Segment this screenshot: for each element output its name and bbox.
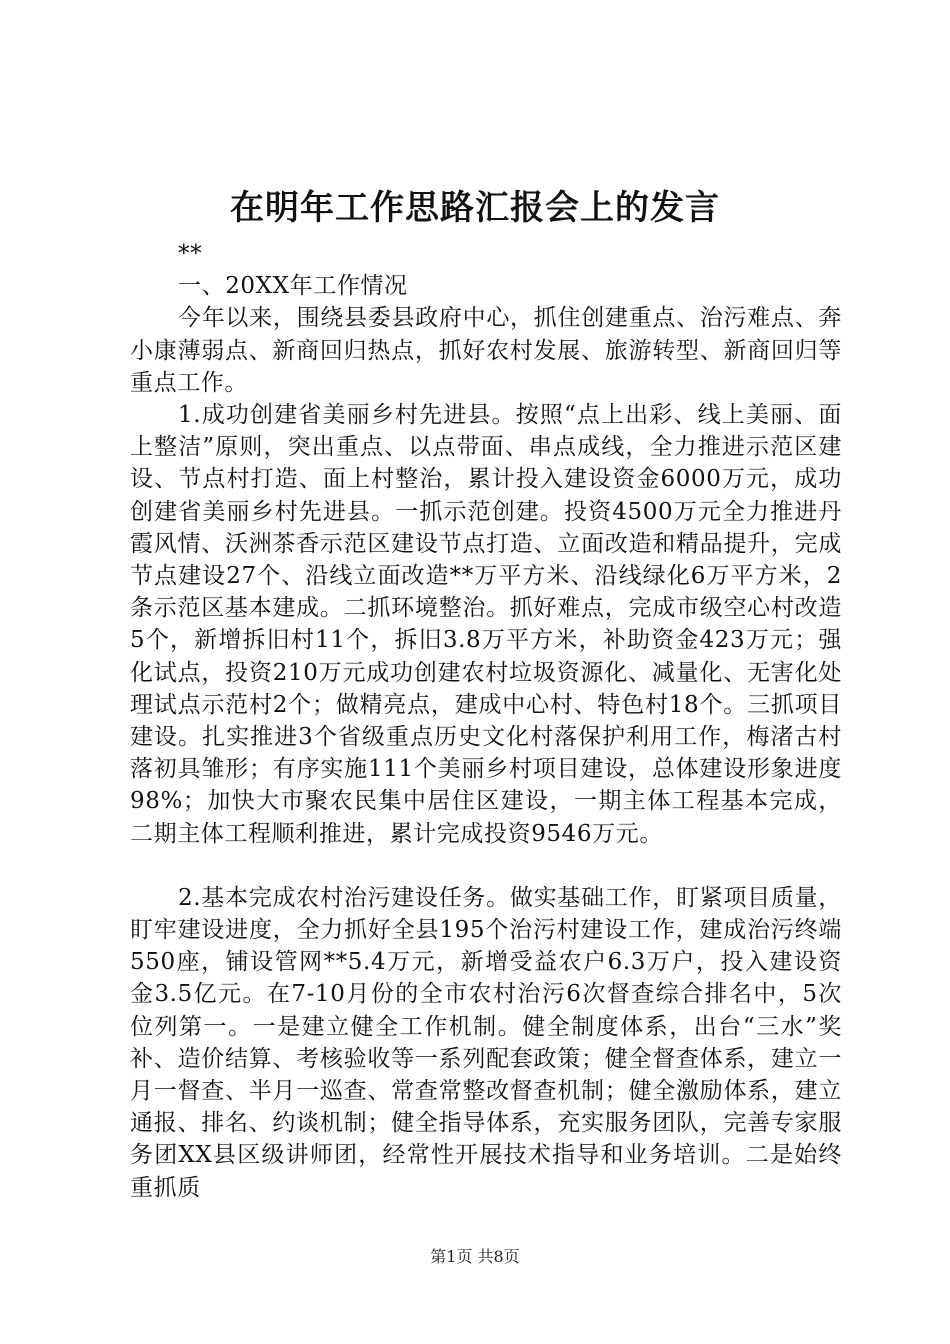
page-footer: 第1页 共8页 <box>430 1247 520 1266</box>
paragraph-intro: 今年以来，围绕县委县政府中心，抓住创建重点、治污难点、奔小康薄弱点、新商回归热点，抓好农村发展、旅游转型、新商回归等重点工作。 <box>130 305 842 396</box>
document-title: 在明年工作思路汇报会上的发言 <box>230 188 720 228</box>
document-body <box>130 238 842 1204</box>
section-heading: 一、20XX年工作情况 <box>178 273 408 300</box>
paragraph-item-2: 2.基本完成农村治污建设任务。做实基础工作，盯紧项目质量，盯牢建设进度，全力抓好全县195个治污村建设工作，建成治污终端550座，铺设管网**5.4万元，新增受益农户6.3万户，投入建设资金3.5亿元。在7-10月份的全市农村治污6次督查综合排名中，5次位列第一。一是建立健全工作机制。健全制度体系，出台“三水”奖补、造价结算、考核验收等一系列配套政策；健全督查体系，建立一月一督查、半月一巡查、常查常整改督查机制；健全激励体系，建立通报、排名、约谈机制；健全指导体系，充实服务团队，完善专家服务团XX县区级讲师团，经常性开展技术指导和业务培训。二是始终重抓质 <box>130 884 842 1201</box>
author-line: ** <box>178 241 203 267</box>
paragraph-spacer <box>130 850 842 882</box>
paragraph-item-1: 1.成功创建省美丽乡村先进县。按照“点上出彩、线上美丽、面上整洁”原则，突出重点、以点带面、串点成线，全力推进示范区建设、节点村打造、面上村整治，累计投入建设资金6000万元，成功创建省美丽乡村先进县。一抓示范创建。投资4500万元全力推进丹霞风情、沃洲茶香示范区建设节点打造、立面改造和精品提升，完成节点建设27个、沿线立面改造**万平方米、沿线绿化6万平方米，2条示范区基本建成。二抓环境整治。抓好难点，完成市级空心村改造5个，新增拆旧村11个，拆旧3.8万平方米，补助资金423万元；强化试点，投资210万元成功创建农村垃圾资源化、减量化、无害化处理试点示范村2个；做精亮点，建成中心村、特色村18个。三抓项目建设。扎实推进3个省级重点历史文化村落保护利用工作，梅渚古村落初具雏形；有序实施111个美丽乡村项目建设，总体建设形象进度98%；加快大市聚农民集中居住区建设，一期主体工程基本完成，二期主体工程顺利推进，累计完成投资9546万元。 <box>130 402 842 847</box>
